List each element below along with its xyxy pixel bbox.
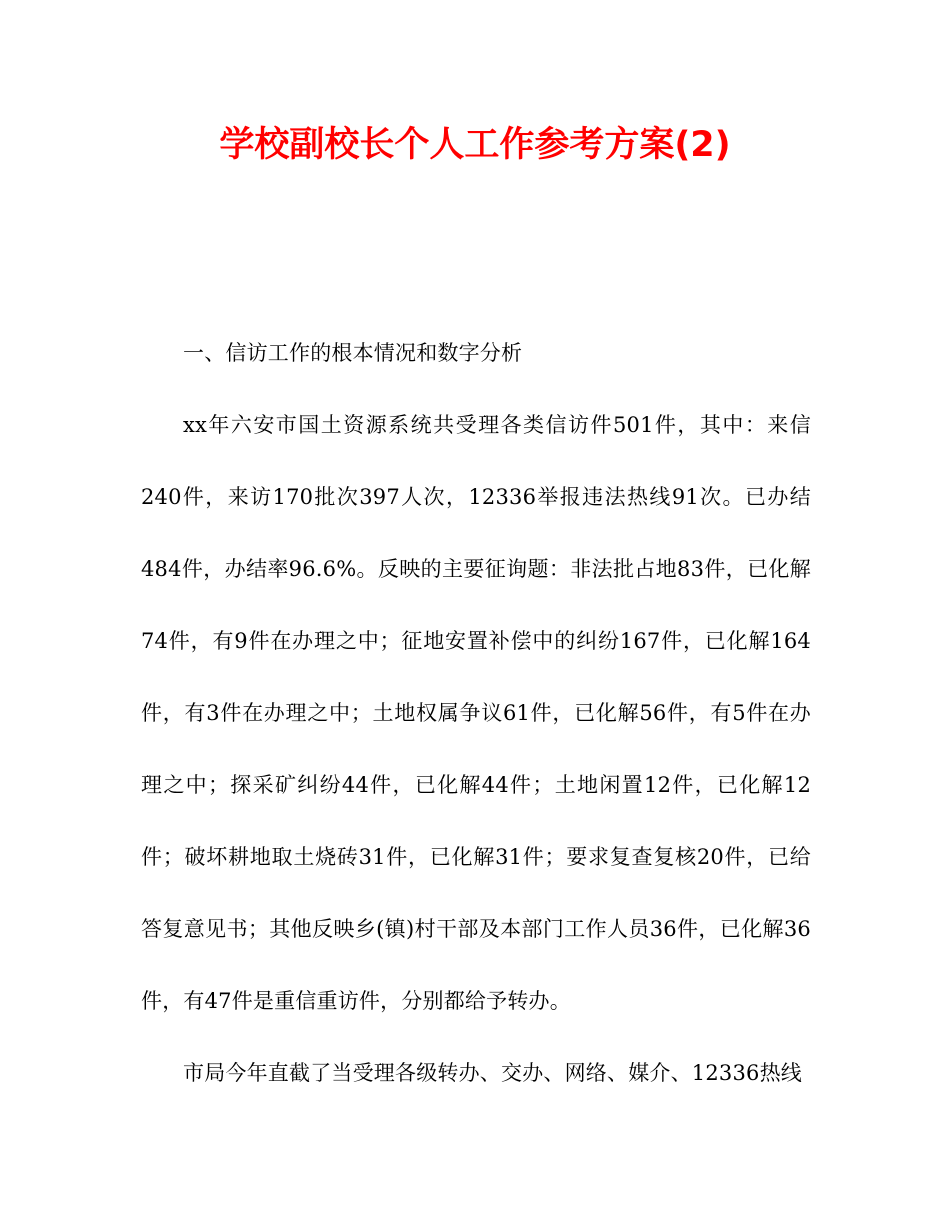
body-paragraph: 市局今年直截了当受理各级转办、交办、网络、媒介、12336热线 bbox=[183, 1061, 803, 1085]
document-title: 学校副校长个人工作参考方案(2) bbox=[219, 125, 731, 165]
document-body bbox=[141, 317, 811, 1109]
body-paragraph: xx年六安市国土资源系统共受理各类信访件501件，其中：来信240件，来访170批次397人次，12336举报违法热线91次。已办结484件，办结率96.6%。反映的主要征询题：非法批占地83件，已化解74件，有9件在办理之中；征地安置补偿中的纠纷167件，已化解164件，有3件在办理之中；土地权属争议61件，已化解56件，有5件在办理之中；探采矿纠纷44件，已化解44件；土地闲置12件，已化解12件；破坏耕地取土烧砖31件，已化解31件；要求复查复核20件，已给答复意见书；其他反映乡(镇)村干部及本部门工作人员36件，已化解36件，有47件是重信重访件，分别都给予转办。 bbox=[141, 413, 811, 1013]
section-heading: 一、信访工作的根本情况和数字分析 bbox=[183, 341, 523, 365]
